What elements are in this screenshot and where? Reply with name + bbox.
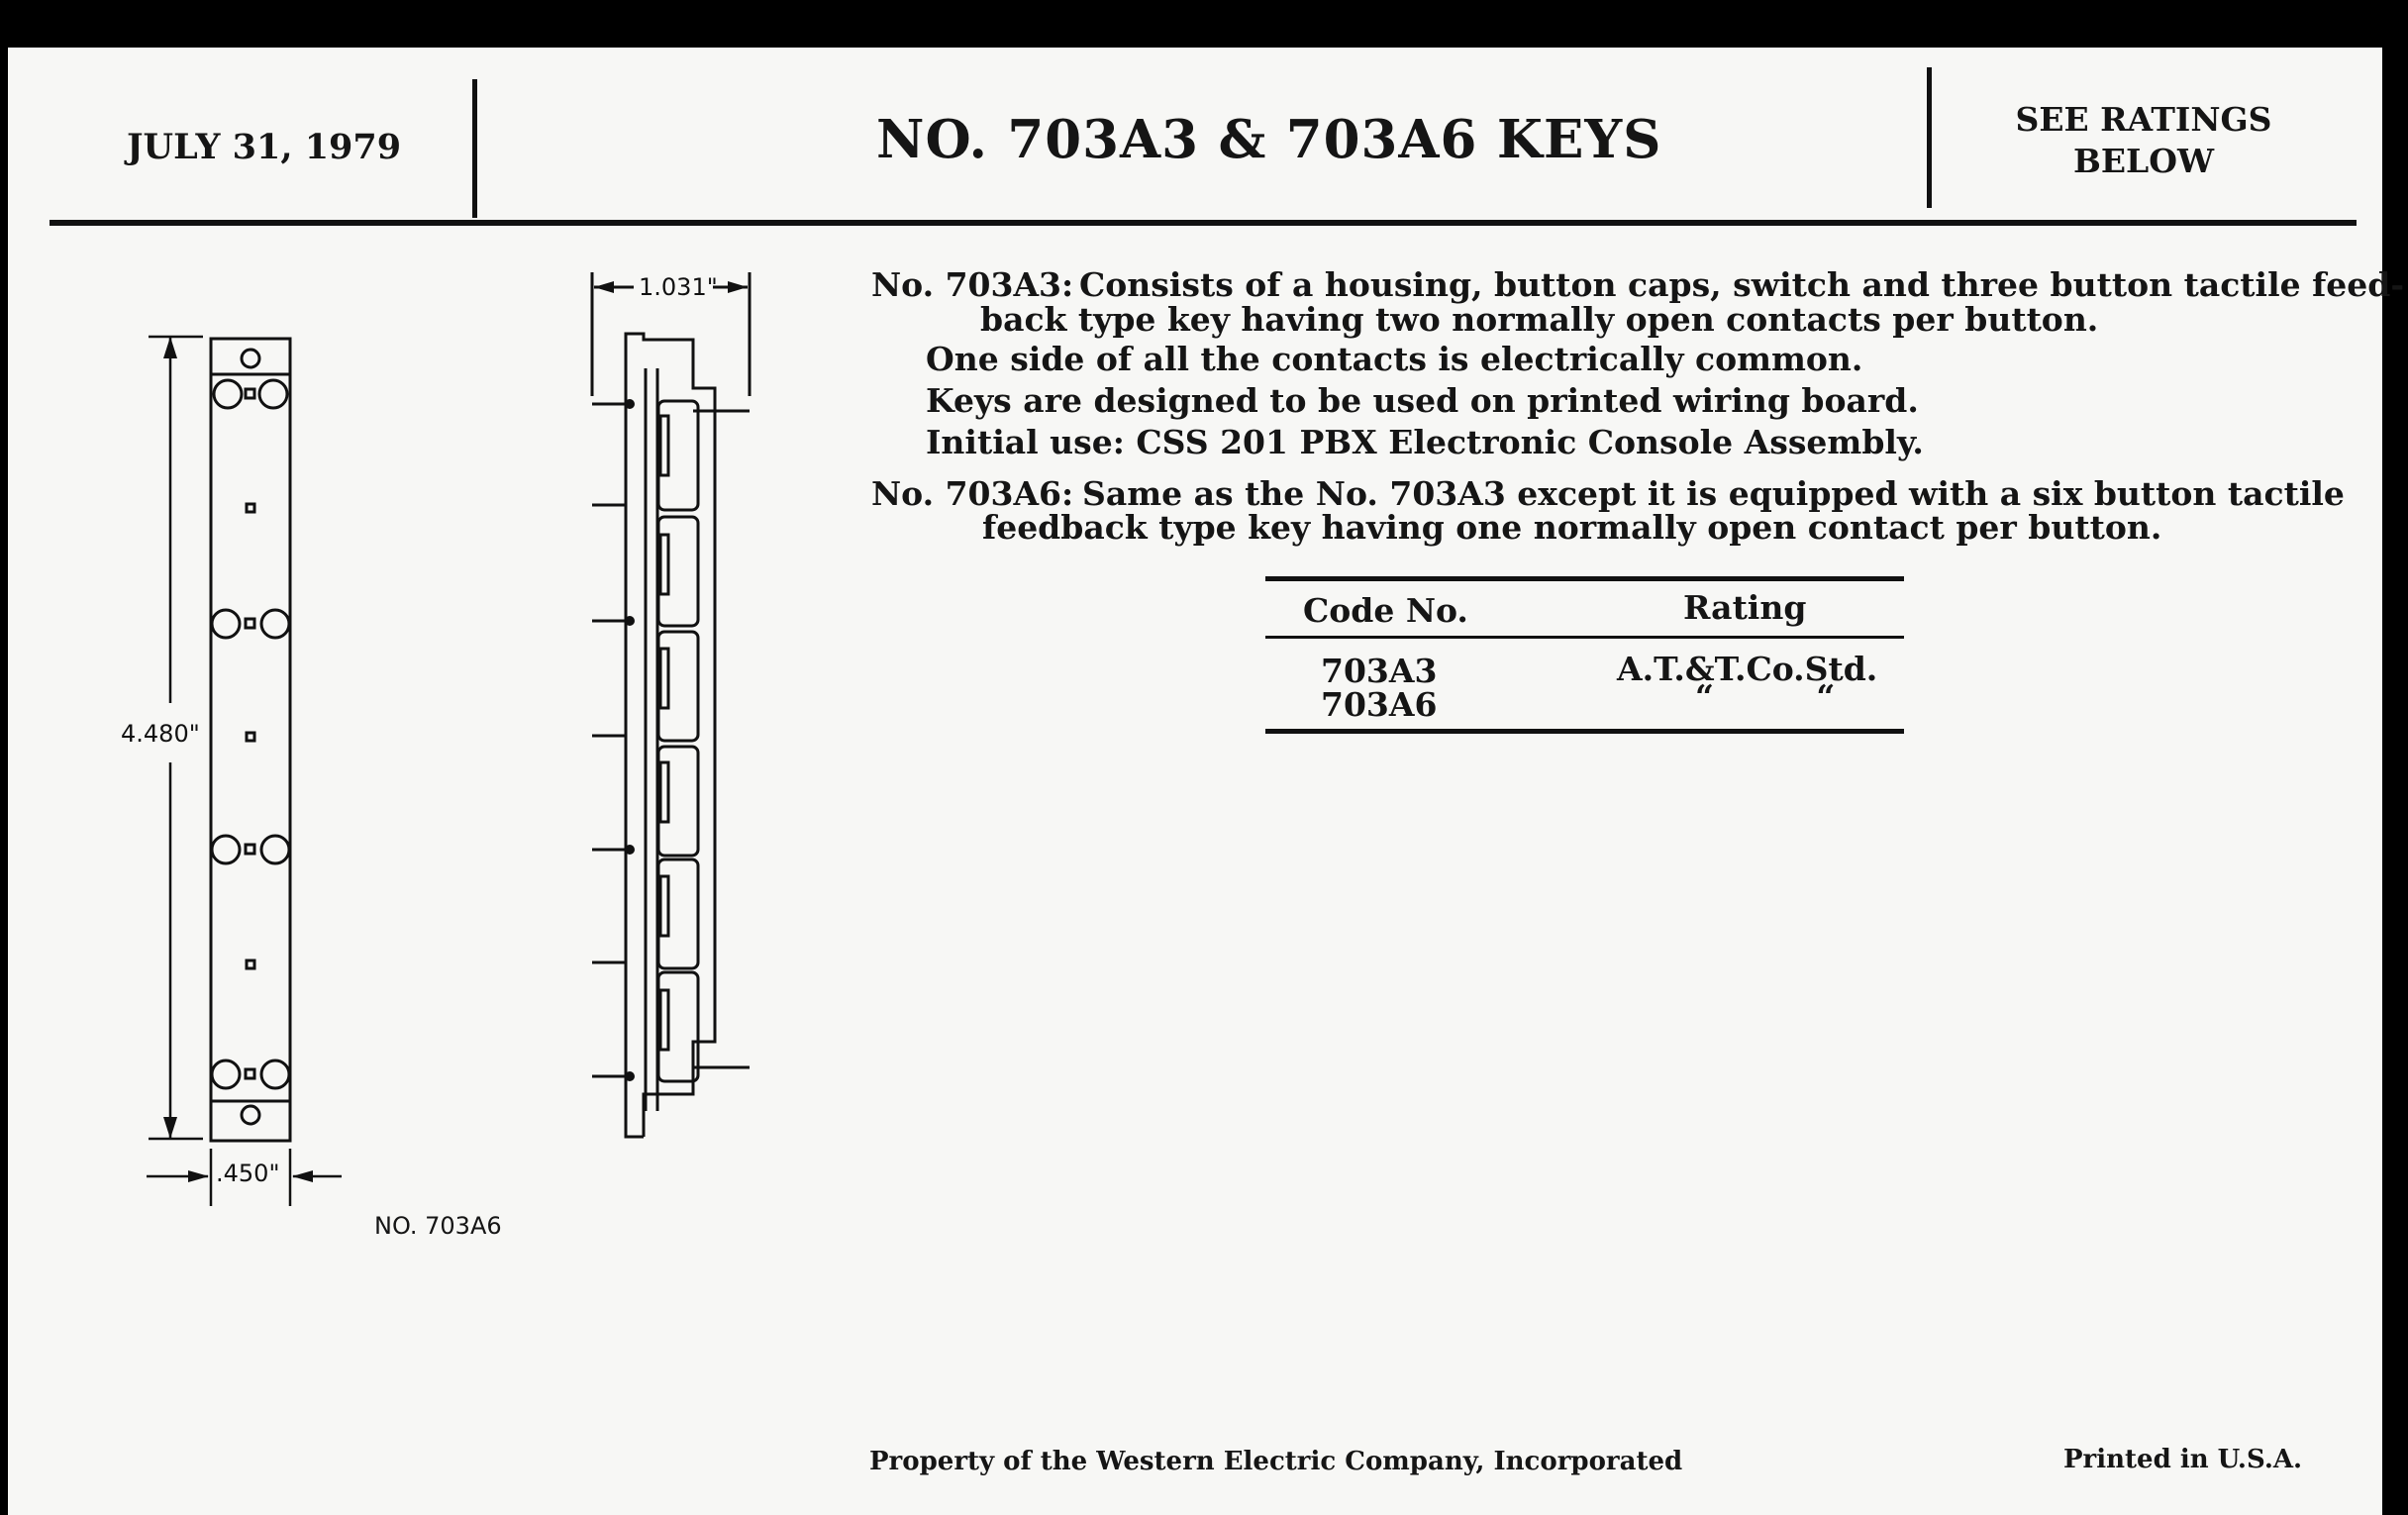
page-title: NO. 703A3 & 703A6 KEYS [876,109,1662,170]
a3-lead: No. 703A3: [871,265,1074,304]
table-bottom-rule [1265,729,1904,734]
ratings-note [1970,99,2317,182]
ratings-note-line2: BELOW [2072,142,2215,180]
table-row-1-rating: A.T.&T.Co.Std. [1617,650,1878,688]
a6-line2: feedback type key having one normally open contact per button. [982,508,2162,547]
a3-line2: back type key having two normally open contacts per button. [980,300,2099,339]
key-drawing [0,0,990,1287]
a3-line5: Initial use: CSS 201 PBX Electronic Console Assembly. [926,423,1924,461]
table-row-2-code: 703A6 [1321,685,1438,724]
table-row-2-rating: “ “ [1695,677,1836,716]
table-row-1-code: 703A3 [1321,652,1438,690]
printed-notice: Printed in U.S.A. [2063,1445,2303,1474]
table-header-rating: Rating [1683,588,1807,627]
table-header-code: Code No. [1303,591,1468,630]
property-notice: Property of the Western Electric Company, Incorporated [869,1447,1683,1476]
height-dimension-label: 4.480" [121,720,200,748]
ratings-note-line1: SEE RATINGS [2015,100,2272,139]
depth-dimension-label: 1.031" [639,273,718,301]
a6-line1: Same as the No. 703A3 except it is equipped with a six button tactile [1082,474,2345,513]
date-label: JULY 31, 1979 [127,127,402,167]
table-header-rule [1265,636,1904,639]
width-dimension-label: .450" [216,1160,280,1187]
side-view-outline [626,334,715,1137]
table-top-rule [1265,576,1904,581]
header-divider-right [1927,67,1932,208]
drawing-caption: NO. 703A6 [374,1212,502,1240]
a3-line3: One side of all the contacts is electrically common. [926,340,1863,378]
a3-line4: Keys are designed to be used on printed wiring board. [926,381,1919,420]
a6-lead: No. 703A6: [871,474,1074,513]
a3-line1: Consists of a housing, button caps, switch and three button tactile feed- [1079,265,2405,304]
